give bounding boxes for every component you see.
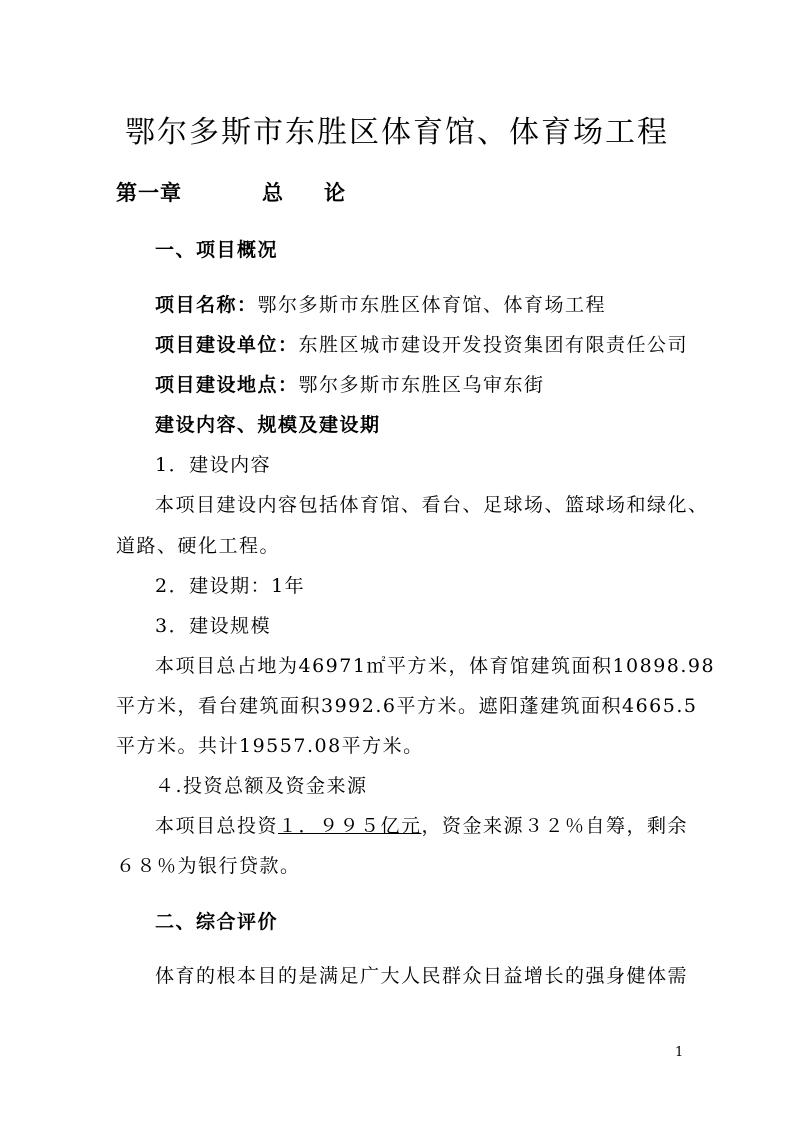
document-title: 鄂尔多斯市东胜区体育馆、体育场工程 [125, 115, 669, 150]
item2-title: 2．建设期：1年 [155, 575, 306, 597]
project-unit-label: 项目建设单位： [155, 334, 299, 356]
item4-text-line1 [155, 817, 688, 836]
item4-text-prefix: 本项目总投资 [155, 815, 279, 837]
scope-heading: 建设内容、规模及建设期 [155, 414, 381, 436]
chapter-heading [116, 182, 346, 203]
item1-text-line2: 道路、硬化工程。 [116, 535, 281, 557]
project-name-value: 鄂尔多斯市东胜区体育馆、体育场工程 [257, 294, 607, 316]
chapter-name-part2: 论 [324, 180, 346, 205]
item3-text-line3: 平方米。共计19557.08平方米。 [116, 735, 424, 757]
project-site-value: 鄂尔多斯市东胜区乌审东街 [298, 374, 545, 396]
item3-text-line1: 本项目总占地为46971㎡平方米，体育馆建筑面积10898.98 [155, 655, 716, 677]
item4-title: ４.投资总额及资金来源 [155, 775, 368, 797]
item3-title: 3．建设规模 [155, 615, 272, 637]
project-name-row [155, 296, 606, 315]
project-site-label: 项目建设地点： [155, 374, 299, 396]
project-unit-value: 东胜区城市建设开发投资集团有限责任公司 [298, 334, 689, 356]
investment-amount: １．９９５亿元 [278, 815, 422, 837]
project-name-label: 项目名称： [155, 294, 258, 316]
item4-text-suffix: ，资金来源３２％自筹，剩余 [421, 815, 689, 837]
item4-text-line2: ６８％为银行贷款。 [116, 855, 301, 877]
section2-heading: 二、综合评价 [155, 911, 279, 933]
item1-title: 1．建设内容 [155, 454, 272, 476]
page-number: 1 [675, 1045, 684, 1060]
item1-text-line1: 本项目建设内容包括体育馆、看台、足球场、篮球场和绿化、 [155, 494, 709, 516]
item3-text-line2: 平方米，看台建筑面积3992.6平方米。遮阳蓬建筑面积4665.5 [116, 695, 698, 717]
chapter-name-part1: 总 [262, 180, 284, 205]
project-site-row [155, 376, 545, 395]
section1-heading: 一、项目概况 [155, 239, 279, 261]
chapter-number: 第一章 [116, 180, 182, 205]
section2-text-line1: 体育的根本目的是满足广大人民群众日益增长的强身健体需 [155, 965, 689, 987]
project-unit-row [155, 336, 688, 355]
